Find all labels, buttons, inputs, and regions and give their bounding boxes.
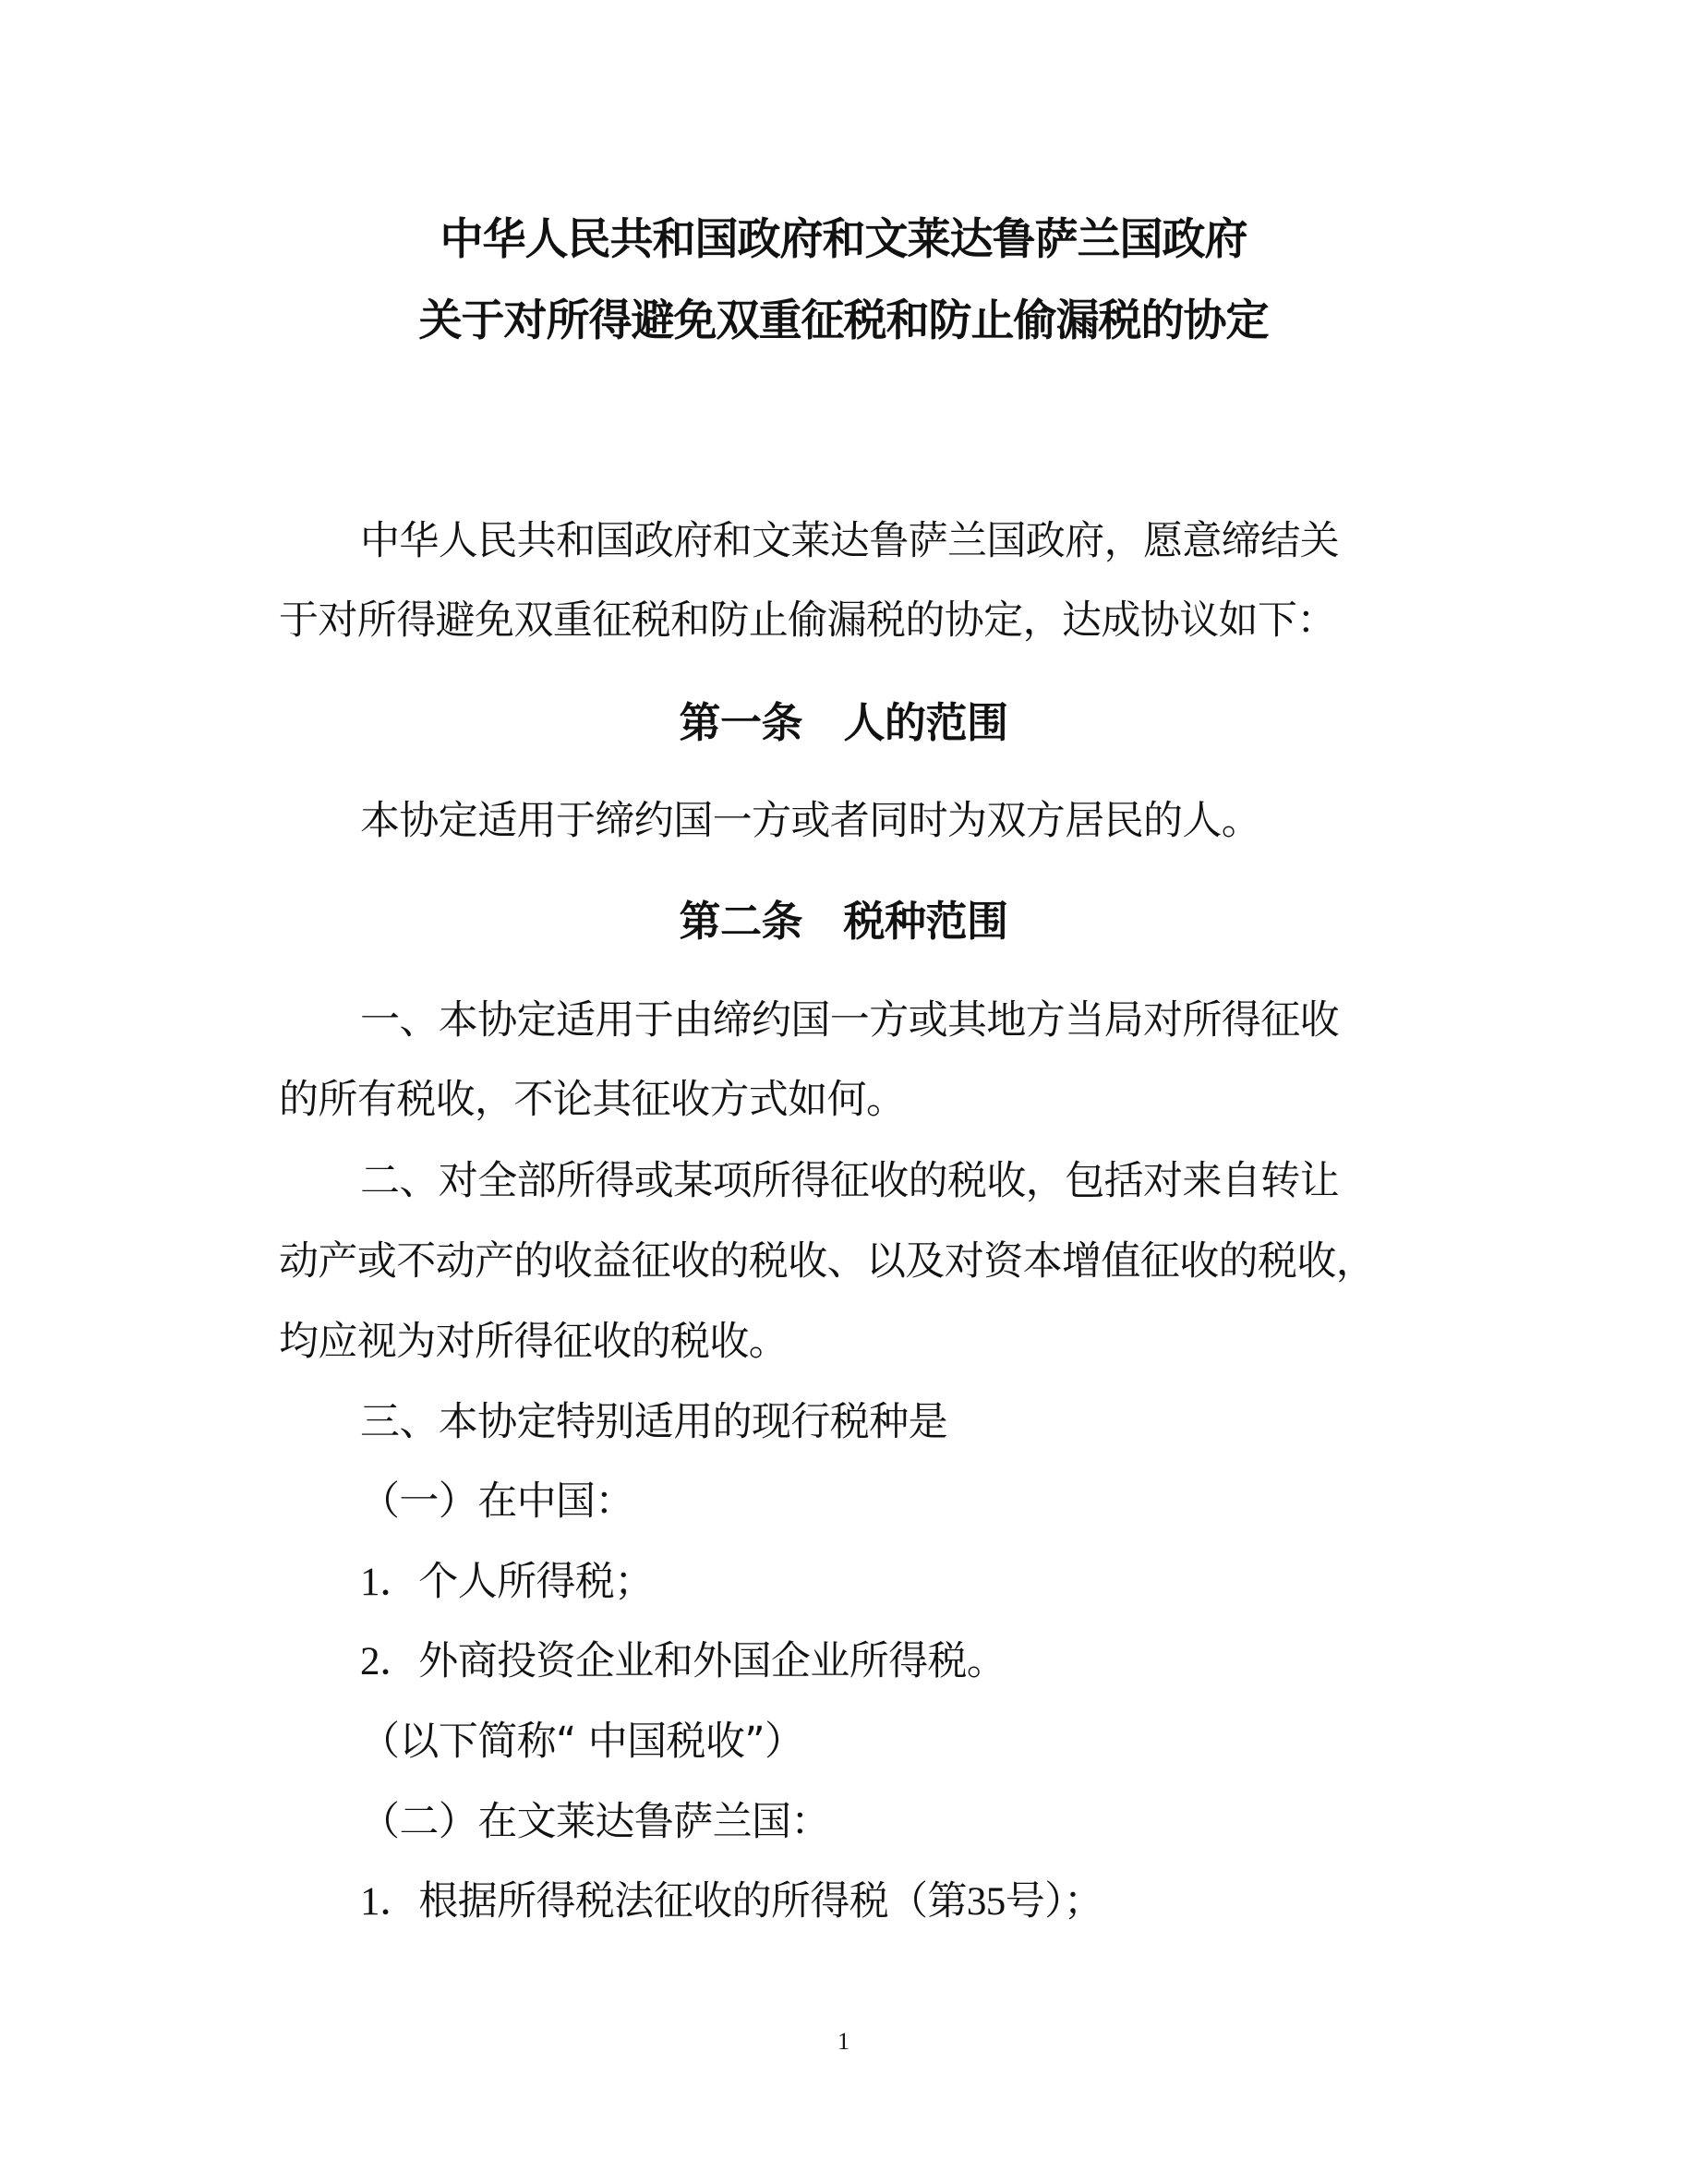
china-taxes-header: （一）在中国： xyxy=(360,1478,634,1525)
china-tax-item-2-number: 2 xyxy=(360,1640,380,1683)
brunei-tax-item-1 xyxy=(360,1870,1103,1926)
brunei-tax-item-1-number: 1 xyxy=(360,1880,380,1924)
preamble-line-1: 中华人民共和国政府和文莱达鲁萨兰国政府，愿意缔结关 xyxy=(360,518,1339,564)
preamble-line-2: 于对所得避免双重征税和防止偷漏税的协定，达成协议如下： xyxy=(279,597,1336,644)
article-2-para-1-line-2: 的所有税收，不论其征收方式如何。 xyxy=(279,1077,906,1123)
brunei-tax-item-1-text-b: 号）； xyxy=(1005,1878,1103,1925)
china-tax-item-2-text: ．外商投资企业和外国企业所得税。 xyxy=(379,1638,1006,1684)
china-tax-item-1-text: ．个人所得税； xyxy=(379,1559,654,1605)
page-number: 1 xyxy=(837,2028,850,2055)
brunei-taxes-header: （二）在文莱达鲁萨兰国： xyxy=(360,1799,830,1845)
article-2-para-2-line-1: 二、对全部所得或某项所得征收的税收，包括对来自转让 xyxy=(360,1158,1339,1204)
document-title-line-2: 关于对所得避免双重征税和防止偷漏税的协定 xyxy=(418,296,1269,346)
article-2-para-2-line-3: 均应视为对所得征收的税收。 xyxy=(279,1319,789,1365)
document-title-line-1: 中华人民共和国政府和文莱达鲁萨兰国政府 xyxy=(440,214,1247,265)
china-tax-item-1-number: 1 xyxy=(360,1561,380,1604)
article-1-text: 本协定适用于缔约国一方或者同时为双方居民的人。 xyxy=(360,798,1261,844)
brunei-tax-item-1-act-number: 35 xyxy=(966,1880,1006,1924)
china-tax-item-2 xyxy=(360,1630,1006,1686)
article-2-para-3: 三、本协定特别适用的现行税种是 xyxy=(360,1399,947,1445)
china-taxes-note: （以下简称“ 中国税收”） xyxy=(360,1719,804,1765)
brunei-tax-item-1-text-a: ．根据所得税法征收的所得税（第 xyxy=(379,1878,967,1925)
china-tax-item-1 xyxy=(360,1551,654,1607)
article-2-para-2-line-2: 动产或不动产的收益征收的税收、以及对资本增值征收的税收， xyxy=(279,1238,1376,1285)
article-1-heading: 第一条 人的范围 xyxy=(679,698,1008,747)
article-2-heading: 第二条 税种范围 xyxy=(679,897,1008,946)
article-2-para-1-line-1: 一、本协定适用于由缔约国一方或其地方当局对所得征收 xyxy=(360,997,1339,1044)
